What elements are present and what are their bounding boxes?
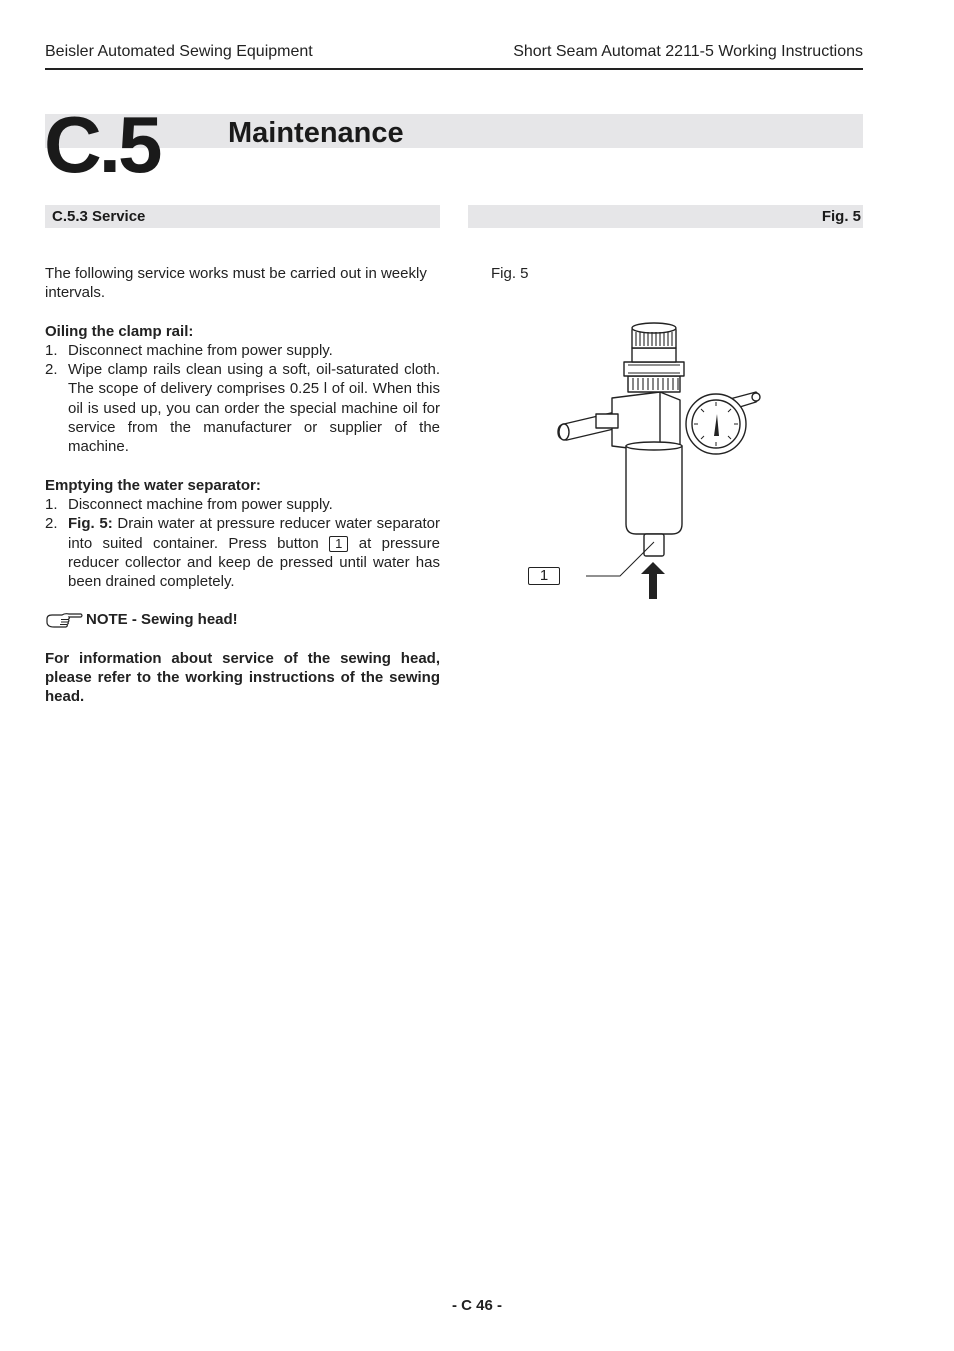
chapter-title: Maintenance — [228, 117, 404, 149]
oiling-heading: Oiling the clamp rail: — [45, 322, 194, 340]
note-label: NOTE - Sewing head! — [86, 611, 238, 629]
page-number: - C 46 - — [451, 1297, 502, 1314]
step-number: 1. — [45, 341, 58, 359]
step-number: 2. — [45, 361, 58, 379]
pressure-reducer-illustration — [520, 318, 770, 608]
step-text: Wipe clamp rails clean using a soft, oil-saturated cloth. The scope of delivery comprises 0.25 l of oil. When this oil is used up, you can order the special machine oil for service from the manufacturer or supplier of the machine. — [68, 361, 440, 456]
chapter-number: C.5 — [44, 100, 160, 189]
main-text — [45, 264, 440, 707]
section-title: C.5.3 Service — [45, 205, 440, 228]
note-line — [45, 610, 440, 629]
header-left: Beisler Automated Sewing Equipment — [45, 43, 313, 60]
list-item — [45, 514, 440, 591]
note-text: For information about service of the sewing head, please refer to the working instructions of the sewing head. — [45, 649, 440, 706]
step-number: 2. — [45, 515, 58, 533]
chapter-bar — [45, 114, 863, 148]
list-item — [45, 360, 440, 456]
step-text-part: Drain water at pressure reducer water separator into suited container. Press button — [68, 515, 440, 552]
step-number: 1. — [45, 495, 58, 513]
step-text-part: at pressure reducer collector and keep de pressed until water has been drained completely. — [68, 534, 440, 591]
list-item — [45, 495, 440, 514]
water-heading: Emptying the water separator: — [45, 476, 261, 494]
list-item — [45, 341, 440, 360]
step-text: Disconnect machine from power supply. — [68, 495, 333, 513]
figure-caption: Fig. 5 — [491, 265, 529, 282]
header-rule — [45, 68, 863, 70]
figure-tag: Fig. 5 — [468, 205, 863, 228]
callout-label: 1 — [528, 567, 560, 585]
pointing-hand-icon — [45, 611, 83, 630]
step-text: Disconnect machine from power supply. — [68, 341, 333, 359]
step-text — [68, 514, 440, 591]
button-callout: 1 — [329, 536, 348, 552]
header-right: Short Seam Automat 2211-5 Working Instructions — [513, 43, 863, 60]
figure-reference: Fig. 5: — [68, 515, 113, 533]
intro-paragraph: The following service works must be carried out in weekly intervals. — [45, 265, 427, 302]
